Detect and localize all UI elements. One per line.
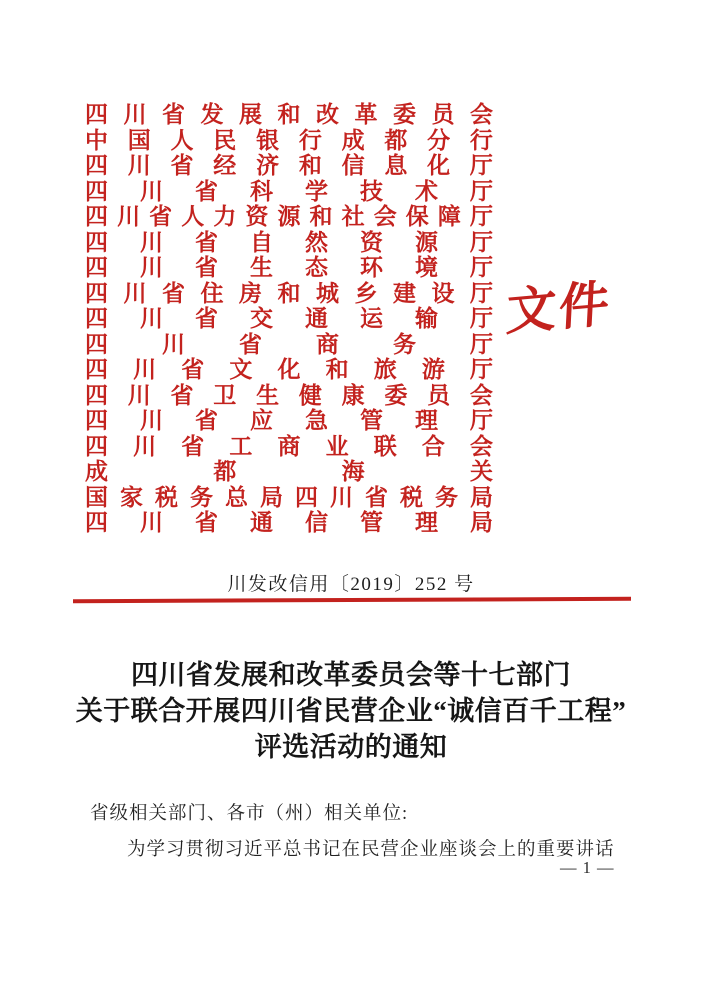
department-name: 中 国 人 民 银 行 成 都 分 行 <box>85 127 493 153</box>
title-line-1: 四川省发展和改革委员会等十七部门 <box>131 660 571 690</box>
document-title <box>0 657 702 765</box>
department-name: 四 川 省 自 然 资 源 厅 <box>85 229 493 255</box>
department-name: 国 家 税 务 总 局 四 川 省 税 务 局 <box>85 484 493 510</box>
department-name: 四 川 省 生 态 环 境 厅 <box>85 255 493 280</box>
department-name: 四 川 省 住 房 和 城 乡 建 设 厅 <box>85 280 493 306</box>
title-line-2: 关于联合开展四川省民营企业“诚信百千工程” <box>75 696 627 726</box>
red-divider-line <box>73 597 631 603</box>
salutation-line: 省级相关部门、各市（州）相关单位: <box>90 804 409 824</box>
department-name: 四 川 省 人 力 资 源 和 社 会 保 障 厅 <box>85 204 493 229</box>
department-name: 四 川 省 科 学 技 术 厅 <box>85 178 493 204</box>
department-name: 成 都 海 关 <box>85 459 493 484</box>
page-number: — 1 — <box>560 858 615 877</box>
document-number: 川发改信用〔2019〕252 号 <box>227 574 475 595</box>
body-paragraph: 为学习贯彻习近平总书记在民营企业座谈会上的重要讲话 <box>127 840 615 860</box>
department-name: 四 川 省 商 务 厅 <box>85 331 493 357</box>
department-name: 四 川 省 发 展 和 改 革 委 员 会 <box>85 102 493 127</box>
department-name: 四 川 省 文 化 和 旅 游 厅 <box>85 357 493 382</box>
document-label: 文件 <box>504 275 614 341</box>
department-name: 四 川 省 卫 生 健 康 委 员 会 <box>85 382 493 408</box>
department-name: 四 川 省 应 急 管 理 厅 <box>85 408 493 433</box>
department-name: 四 川 省 工 商 业 联 合 会 <box>85 433 493 459</box>
issuing-departments <box>85 102 493 536</box>
department-name: 四 川 省 通 信 管 理 局 <box>85 510 493 535</box>
title-line-3: 评选活动的通知 <box>254 732 448 762</box>
department-name: 四 川 省 经 济 和 信 息 化 厅 <box>85 153 493 178</box>
department-name: 四 川 省 交 通 运 输 厅 <box>85 306 493 331</box>
